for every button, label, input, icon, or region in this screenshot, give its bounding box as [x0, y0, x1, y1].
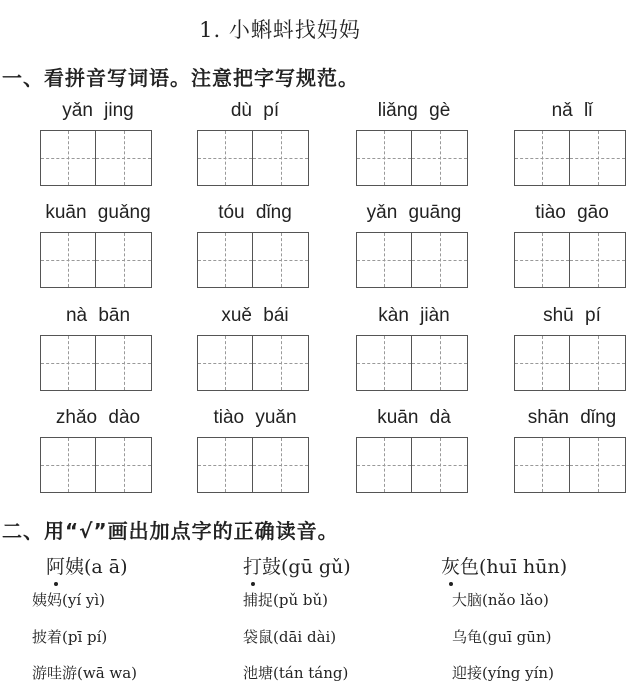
pinyin-label: nǎ lǐ — [551, 100, 593, 121]
pronunciation-choices: 色(huī hūn) — [460, 556, 568, 578]
pronunciation-item[interactable]: 捕捉(pǔ bǔ) — [243, 591, 328, 609]
writing-boxes[interactable] — [197, 335, 309, 391]
pinyin-label: kuān dà — [377, 407, 451, 428]
writing-boxes[interactable] — [356, 335, 468, 391]
page-title: 1. 小蝌蚪找妈妈 — [199, 18, 361, 42]
dotted-character: 阿 — [46, 552, 65, 579]
writing-boxes[interactable] — [356, 232, 468, 288]
pinyin-label: nà bān — [65, 305, 131, 326]
pronunciation-item[interactable] — [243, 552, 351, 579]
writing-boxes[interactable] — [356, 437, 468, 493]
pinyin-label: shū pí — [543, 305, 601, 326]
writing-boxes[interactable] — [40, 437, 152, 493]
pinyin-label: zhǎo dào — [55, 407, 141, 428]
pronunciation-item[interactable] — [46, 552, 128, 579]
writing-boxes[interactable] — [197, 232, 309, 288]
pronunciation-item[interactable]: 披着(pī pí) — [32, 628, 108, 646]
pinyin-label: yǎn jing — [62, 100, 134, 121]
pinyin-label: kàn jiàn — [378, 305, 450, 326]
pronunciation-item[interactable]: 姨妈(yí yì) — [32, 591, 106, 609]
pronunciation-item[interactable] — [441, 552, 567, 579]
pinyin-label: liǎng gè — [377, 100, 451, 121]
pronunciation-item[interactable]: 乌龟(guī gūn) — [452, 628, 552, 646]
writing-boxes[interactable] — [40, 130, 152, 186]
pronunciation-item[interactable]: 袋鼠(dāi dài) — [243, 628, 337, 646]
pronunciation-item[interactable]: 迎接(yíng yín) — [452, 664, 554, 682]
writing-boxes[interactable] — [356, 130, 468, 186]
pinyin-label: shān dǐng — [527, 407, 617, 428]
section-1-heading: 一、看拼音写词语。注意把字写规范。 — [2, 66, 359, 90]
writing-boxes[interactable] — [40, 232, 152, 288]
pronunciation-item[interactable]: 池塘(tán táng) — [243, 664, 349, 682]
pinyin-label: kuān guǎng — [45, 202, 151, 223]
pinyin-label: dù pí — [230, 100, 280, 121]
pinyin-label: yǎn guāng — [366, 202, 462, 223]
writing-boxes[interactable] — [514, 130, 626, 186]
section-2-heading: 二、用“√”画出加点字的正确读音。 — [2, 519, 339, 543]
pronunciation-item[interactable]: 游哇游(wā wa) — [32, 664, 138, 682]
writing-boxes[interactable] — [514, 232, 626, 288]
writing-boxes[interactable] — [197, 437, 309, 493]
pronunciation-item[interactable]: 大脑(nǎo lǎo) — [452, 591, 549, 609]
writing-boxes[interactable] — [514, 437, 626, 493]
pinyin-label: tóu dǐng — [218, 202, 292, 223]
writing-boxes[interactable] — [197, 130, 309, 186]
pinyin-label: xuě bái — [221, 305, 289, 326]
writing-boxes[interactable] — [514, 335, 626, 391]
pronunciation-choices: 姨(a ā) — [65, 556, 128, 578]
writing-boxes[interactable] — [40, 335, 152, 391]
pinyin-label: tiào gāo — [535, 202, 609, 223]
dotted-character: 打 — [243, 552, 262, 579]
pinyin-label: tiào yuǎn — [213, 407, 297, 428]
pronunciation-choices: 鼓(gū gǔ) — [262, 556, 351, 578]
dotted-character: 灰 — [441, 552, 460, 579]
